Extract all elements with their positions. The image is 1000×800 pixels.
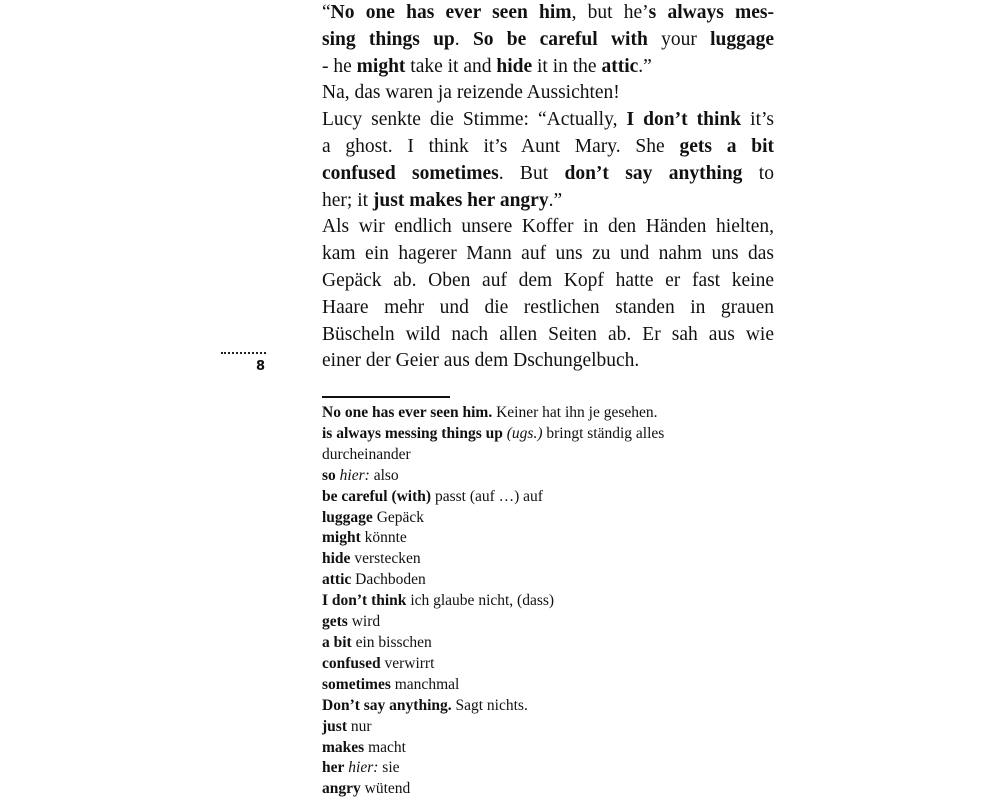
glossary-entry [322,508,742,529]
text-run: your [647,28,711,50]
text-line [322,161,774,188]
bold-vocab-phrase: might [356,55,406,77]
glossary-definition: verwirrt [384,654,435,672]
text-run: Na, das waren ja reizende Aussichten! [322,82,620,104]
glossary-entry [322,779,742,800]
glossary-term: her [322,759,345,777]
glossary-entry [322,738,742,759]
text-run: , but he’ [571,2,649,23]
glossary-definition: verstecken [354,550,421,568]
glossary-entry [322,466,742,487]
glossary-definition: Sagt nichts. [455,696,528,714]
text-line [322,295,774,322]
text-line [322,188,774,215]
text-line [322,134,774,161]
glossary-note: (ugs.) [506,424,543,442]
text-line [322,0,774,27]
bold-vocab-phrase: s always mes- [648,2,774,23]
glossary-definition: könnte [364,529,407,547]
glossary-term: might [322,529,361,547]
footnote-rule [322,396,450,398]
text-line [322,27,774,54]
glossary-definition: passt (auf …) auf [434,487,543,505]
bold-vocab-phrase: hide [496,55,533,77]
glossary-entry [322,528,742,549]
text-run: take it and [405,55,497,77]
bold-vocab-phrase: No one has ever seen him [330,2,572,23]
glossary-definition: bringt ständig alles durcheinander [322,424,665,463]
text-run: - he [322,55,357,77]
text-run: it’s [741,109,774,131]
bold-vocab-phrase: confused sometimes [322,162,499,184]
text-line [322,348,774,375]
glossary-term: Don’t say anything. [322,696,452,714]
text-line [322,241,774,268]
glossary-entry [322,549,742,570]
glossary-entry [322,633,742,654]
text-line [322,268,774,295]
glossary-term: just [322,717,347,735]
glossary-definition: Dachboden [355,571,426,589]
text-run: Büscheln wild nach allen Seiten ab. Er sah aus wie [322,323,774,345]
bold-vocab-phrase: gets a bit [679,135,774,157]
glossary-definition: Keiner hat ihn je gesehen. [496,404,658,421]
text-run: it in the [532,55,602,77]
text-run: “ [322,2,331,23]
glossary-entry [322,717,742,738]
glossary-term: I don’t think [322,592,407,610]
glossary-definition: also [373,466,399,484]
text-run: her; it [322,189,373,211]
glossary-definition: wütend [364,780,411,798]
text-run: kam ein hagerer Mann auf uns zu und nahm uns das [322,243,774,265]
glossary-entry [322,403,742,424]
glossary-term: confused [322,654,381,672]
text-run: .” [638,55,652,77]
glossary-term: be careful (with) [322,487,432,505]
glossary-definition: nur [350,717,372,735]
glossary-definition: sie [382,759,400,777]
glossary-term: No one has ever seen him. [322,404,493,421]
glossary-entry [322,487,742,508]
text-line [322,214,774,241]
bold-vocab-phrase: luggage [710,28,775,50]
glossary-entry [322,696,742,717]
glossary-term: gets [322,613,348,631]
main-text [322,0,774,375]
glossary-entry [322,758,742,779]
glossary-definition: manchmal [394,675,460,693]
text-run: . But [498,162,565,184]
bold-vocab-phrase: don’t say anything [564,162,743,184]
text-run: a ghost. I think it’s Aunt Mary. She [322,135,680,157]
glossary-note: hier: [339,466,370,484]
text-run: einer der Geier aus dem Dschungelbuch. [322,350,640,372]
glossary-entry [322,612,742,633]
glossary [322,403,742,800]
glossary-entry [322,570,742,591]
glossary-note: hier: [348,759,379,777]
bold-vocab-phrase: So be careful with [472,28,648,50]
bold-vocab-phrase: just makes her angry [372,189,549,211]
glossary-term: angry [322,780,361,798]
glossary-definition: ich glaube nicht, (dass) [410,592,555,610]
glossary-entry [322,591,742,612]
page-number: 8 [255,359,265,374]
text-run: .” [548,189,563,211]
text-line [322,322,774,349]
glossary-term: a bit [322,633,352,651]
glossary-entry [322,675,742,696]
glossary-entry [322,424,742,466]
bold-vocab-phrase: attic [601,55,639,77]
text-line [322,54,774,81]
text-run: Haare mehr und die restlichen standen in grauen [322,296,774,318]
page-marker [221,352,266,375]
text-run: to [742,162,774,184]
glossary-term: sometimes [322,675,391,693]
glossary-definition: Gepäck [376,508,425,526]
glossary-term: luggage [322,508,373,526]
bold-vocab-phrase: sing things up [322,28,455,50]
glossary-term: is always messing things up [322,424,503,442]
glossary-term: attic [322,571,352,589]
glossary-definition: wird [351,613,381,631]
page-marker-dots [221,352,266,354]
text-run: Als wir endlich unsere Koffer in den Händen hielten, [322,216,774,238]
text-run: . [454,28,473,50]
glossary-term: so [322,466,336,484]
text-line [322,107,774,134]
bold-vocab-phrase: I don’t think [626,109,742,131]
glossary-term: makes [322,738,365,756]
glossary-definition: ein bisschen [355,633,432,651]
text-line [322,80,774,107]
text-run: Gepäck ab. Oben auf dem Kopf hatte er fast keine [322,269,774,291]
glossary-definition: macht [368,738,406,756]
glossary-term: hide [322,550,351,568]
glossary-entry [322,654,742,675]
text-run: Lucy senkte die Stimme: “Actually, [322,109,627,131]
